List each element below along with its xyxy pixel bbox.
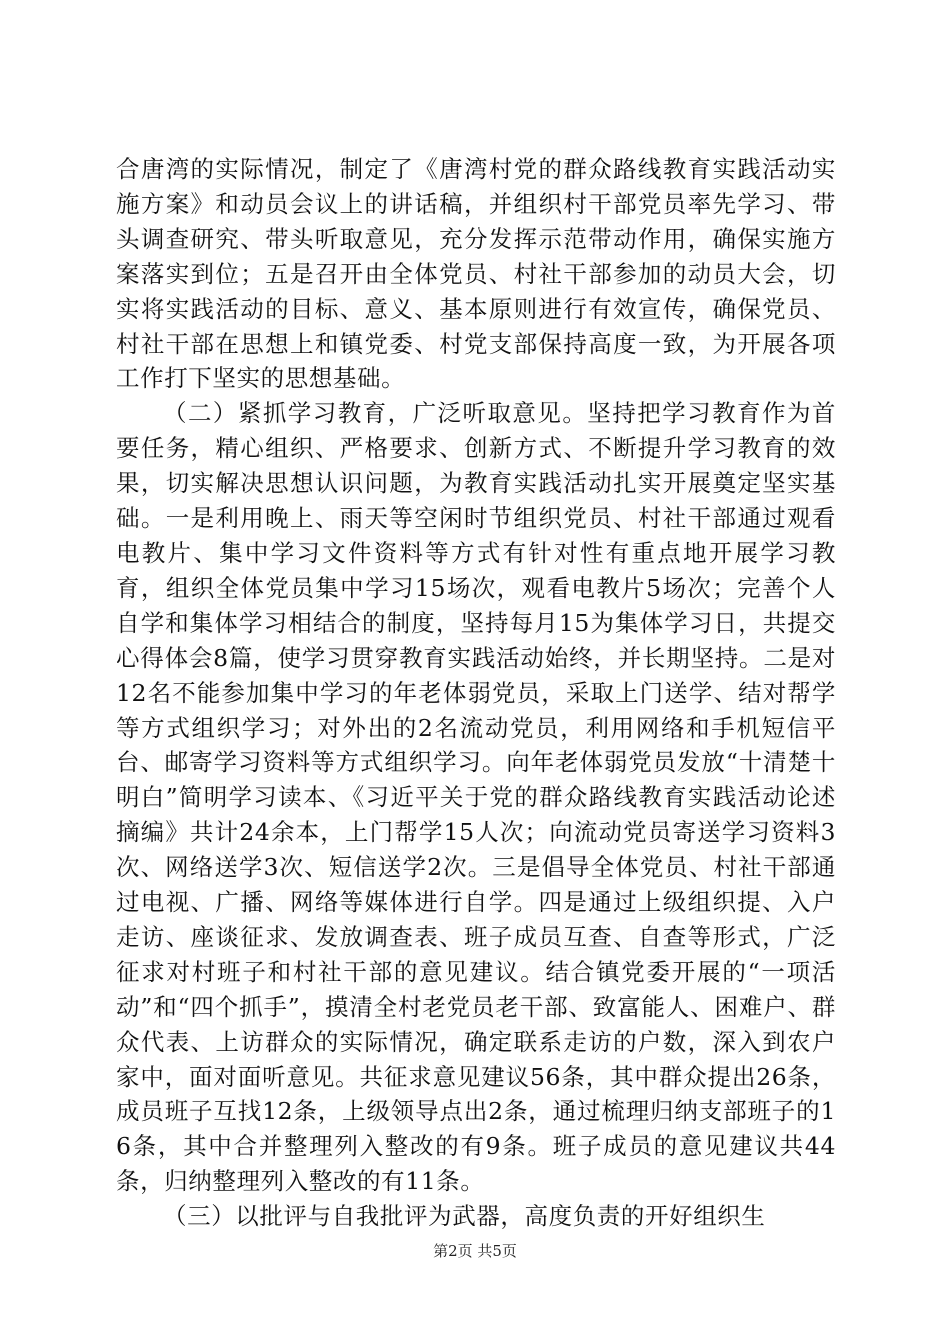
document-body <box>116 152 836 1234</box>
page-number-footer: 第2页 共5页 <box>433 1242 517 1260</box>
paragraph-section-three: （三）以批评与自我批评为武器，高度负责的开好组织生 <box>163 1202 766 1231</box>
paragraph-section-two: （二）紧抓学习教育，广泛听取意见。坚持把学习教育作为首要任务，精心组织、严格要求、创新方式、不断提升学习教育的效果，切实解决思想认识问题，为教育实践活动扎实开展奠定坚实基础。一是利用晚上、雨天等空闲时节组织党员、村社干部通过观看电教片、集中学习文件资料等方式有针对性有重点地开展学习教育，组织全体党员集中学习15场次，观看电教片5场次；完善个人自学和集体学习相结合的制度，坚持每月15为集体学习日，共提交心得体会8篇，使学习贯穿教育实践活动始终，并长期坚持。二是对12名不能参加集中学习的年老体弱党员，采取上门送学、结对帮学等方式组织学习；对外出的2名流动党员，利用网络和手机短信平台、邮寄学习资料等方式组织学习。向年老体弱党员发放“十清楚十明白”简明学习读本、《习近平关于党的群众路线教育实践活动论述摘编》共计24余本，上门帮学15人次；向流动党员寄送学习资料3次、网络送学3次、短信送学2次。三是倡导全体党员、村社干部通过电视、广播、网络等媒体进行自学。四是通过上级组织提、入户走访、座谈征求、发放调查表、班子成员互查、自查等形式，广泛征求对村班子和村社干部的意见建议。结合镇党委开展的“一项活动”和“四个抓手”，摸清全村老党员老干部、致富能人、困难户、群众代表、上访群众的实际情况，确定联系走访的户数，深入到农户家中，面对面听意见。共征求意见建议56条，其中群众提出26条，成员班子互找12条，上级领导点出2条，通过梳理归纳支部班子的16条，其中合并整理列入整改的有9条。班子成员的意见建议共44条，归纳整理列入整改的有11条。 <box>116 399 836 1196</box>
paragraph-continuation: 合唐湾的实际情况，制定了《唐湾村党的群众路线教育实践活动实施方案》和动员会议上的讲话稿，并组织村干部党员率先学习、带头调查研究、带头听取意见，充分发挥示范带动作用，确保实施方案落实到位；五是召开由全体党员、村社干部参加的动员大会，切实将实践活动的目标、意义、基本原则进行有效宣传，确保党员、村社干部在思想上和镇党委、村党支部保持高度一致，为开展各项工作打下坚实的思想基础。 <box>116 155 836 393</box>
